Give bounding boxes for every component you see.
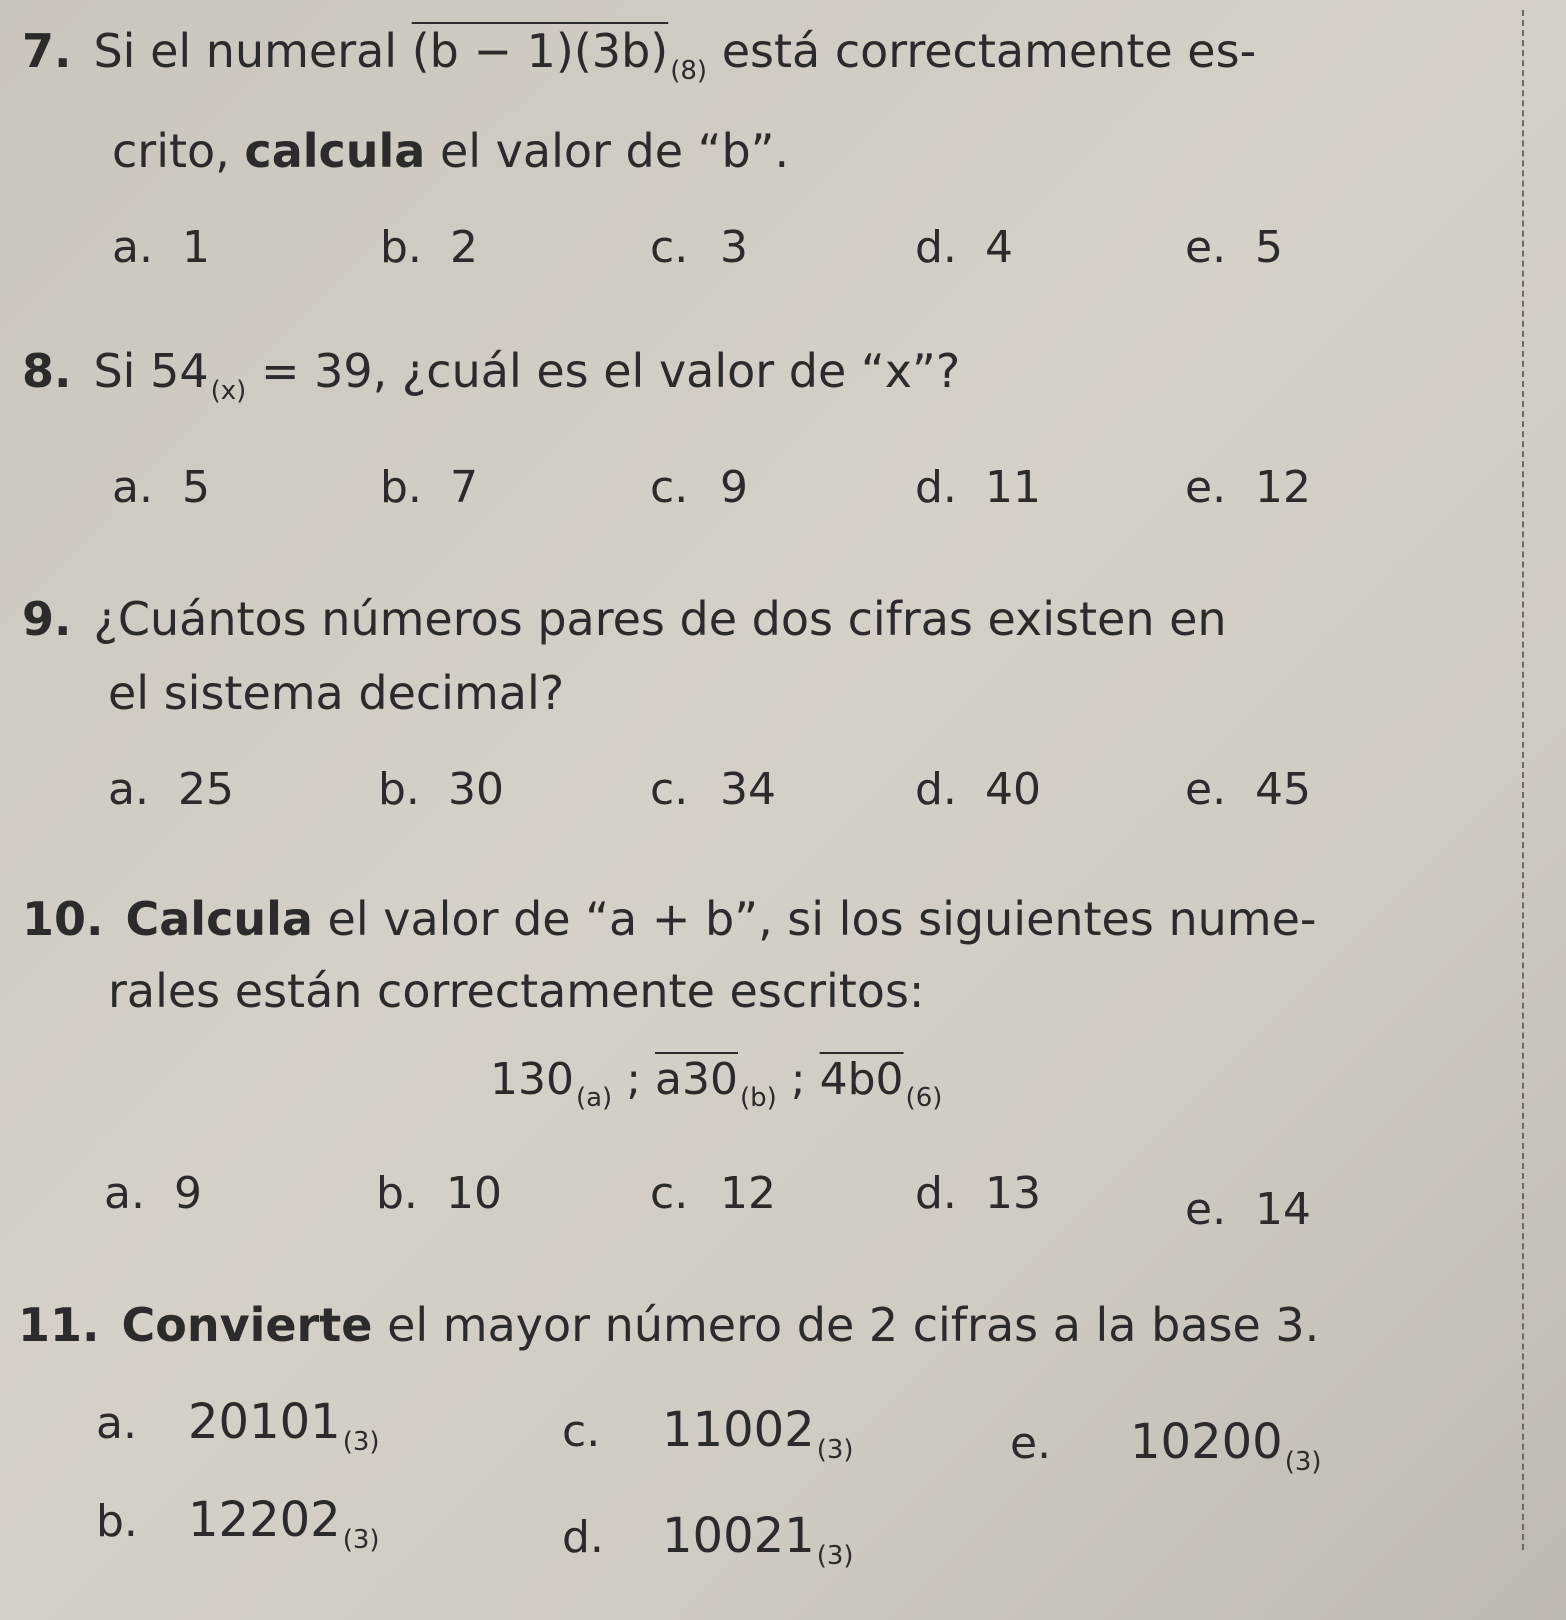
option-label: e. (1185, 1184, 1227, 1235)
option-value: 10200 (1130, 1414, 1283, 1470)
option-value: 4 (985, 222, 1013, 273)
option-value: 12 (1255, 462, 1311, 513)
option-label: e. (1185, 764, 1227, 815)
option-base: (3) (1284, 1447, 1322, 1477)
q8-base: (x) (210, 376, 247, 406)
option-base: (3) (342, 1525, 380, 1555)
q8-line1 (22, 344, 961, 406)
option-value: 20101 (188, 1394, 341, 1450)
q10-option-d[interactable] (915, 1168, 1041, 1219)
option-label: a. (112, 222, 153, 273)
numeral-1: 130 (490, 1054, 574, 1105)
option-label: b. (378, 764, 420, 815)
numeral-3-base: (6) (905, 1083, 943, 1113)
option-label: c. (650, 222, 689, 273)
q8-option-c[interactable] (650, 462, 748, 513)
option-label: c. (650, 1168, 689, 1219)
option-value: 14 (1255, 1184, 1311, 1235)
option-label: a. (108, 764, 149, 815)
option-value: 9 (720, 462, 748, 513)
option-label: a. (96, 1398, 137, 1449)
option-value: 25 (178, 764, 234, 815)
option-value: 40 (985, 764, 1041, 815)
option-label: d. (915, 764, 957, 815)
option-label: a. (112, 462, 153, 513)
q10-numerals (490, 1054, 943, 1113)
q8-numeral: 54 (150, 344, 209, 398)
option-value: 5 (182, 462, 210, 513)
q7-line2-b: el valor de “b”. (439, 124, 790, 178)
q7-numeral: (b − 1)(3b) (411, 24, 669, 78)
option-label: d. (915, 222, 957, 273)
numeral-2-base: (b) (740, 1083, 777, 1113)
q11-option-c[interactable] (562, 1402, 854, 1465)
option-value: 9 (174, 1168, 202, 1219)
option-value: 3 (720, 222, 748, 273)
q10-line1 (22, 892, 1317, 946)
option-value: 7 (450, 462, 478, 513)
option-label: c. (562, 1406, 601, 1457)
separator: ; (626, 1054, 642, 1105)
q10-line2 (108, 964, 925, 1018)
option-value: 2 (450, 222, 478, 273)
option-value: 5 (1255, 222, 1283, 273)
q9-option-d[interactable] (915, 764, 1041, 815)
option-base: (3) (816, 1541, 854, 1571)
option-label: c. (650, 764, 689, 815)
option-label: b. (376, 1168, 418, 1219)
q9-text-1: ¿Cuántos números pares de dos cifras existen en (93, 592, 1227, 646)
option-label: e. (1185, 222, 1227, 273)
option-value: 12 (720, 1168, 776, 1219)
q7-option-a[interactable] (112, 222, 210, 273)
q10-option-a[interactable] (104, 1168, 202, 1219)
q7-option-b[interactable] (380, 222, 478, 273)
q9-line2 (108, 666, 565, 720)
option-value: 11 (985, 462, 1041, 513)
option-value: 45 (1255, 764, 1311, 815)
option-value: 34 (720, 764, 776, 815)
option-label: d. (915, 462, 957, 513)
q9-line1 (22, 592, 1227, 646)
q11-option-e[interactable] (1010, 1414, 1322, 1477)
option-base: (3) (342, 1427, 380, 1457)
q8-number: 8. (22, 344, 72, 398)
q11-number: 11. (18, 1298, 100, 1352)
option-value: 10021 (662, 1508, 815, 1564)
q11-line1 (18, 1298, 1320, 1352)
q10-number: 10. (22, 892, 104, 946)
q10-bold: Calcula (125, 892, 313, 946)
option-value: 12202 (188, 1492, 341, 1548)
q9-option-c[interactable] (650, 764, 776, 815)
numeral-3: 4b0 (819, 1054, 904, 1105)
option-value: 11002 (662, 1402, 815, 1458)
q7-line2 (112, 124, 790, 178)
option-label: c. (650, 462, 689, 513)
q11-option-d[interactable] (562, 1508, 854, 1571)
option-value: 30 (448, 764, 504, 815)
separator: ; (790, 1054, 806, 1105)
option-label: b. (96, 1496, 138, 1547)
q8-text-a: Si (93, 344, 136, 398)
option-label: d. (915, 1168, 957, 1219)
option-label: b. (380, 222, 422, 273)
q11-text-1: el mayor número de 2 cifras a la base 3. (387, 1298, 1320, 1352)
option-label: e. (1185, 462, 1227, 513)
q7-text-b: está correctamente es- (721, 24, 1257, 78)
q7-option-e[interactable] (1185, 222, 1283, 273)
numeral-1-base: (a) (575, 1083, 613, 1113)
q9-text-2: el sistema decimal? (108, 666, 565, 720)
q7-line2-a: crito, (112, 124, 230, 178)
q8-option-d[interactable] (915, 462, 1041, 513)
q7-option-d[interactable] (915, 222, 1013, 273)
q8-text-b: = 39, ¿cuál es el valor de “x”? (260, 344, 961, 398)
q11-bold: Convierte (121, 1298, 373, 1352)
option-label: a. (104, 1168, 145, 1219)
q10-option-c[interactable] (650, 1168, 776, 1219)
q11-option-b[interactable] (96, 1492, 380, 1555)
option-base: (3) (816, 1435, 854, 1465)
option-label: b. (380, 462, 422, 513)
q10-option-e[interactable] (1185, 1184, 1311, 1235)
numeral-2: a30 (655, 1054, 738, 1105)
q7-option-c[interactable] (650, 222, 748, 273)
q7-number: 7. (22, 24, 72, 78)
q10-text-2: rales están correctamente escritos: (108, 964, 925, 1018)
q7-text-a: Si el numeral (93, 24, 398, 78)
q10-option-b[interactable] (376, 1168, 502, 1219)
q8-option-e[interactable] (1185, 462, 1311, 513)
option-label: e. (1010, 1418, 1052, 1469)
q9-option-a[interactable] (108, 764, 234, 815)
option-value: 13 (985, 1168, 1041, 1219)
q8-option-a[interactable] (112, 462, 210, 513)
q7-base: (8) (670, 56, 708, 86)
q9-option-b[interactable] (378, 764, 504, 815)
q10-text-1: el valor de “a + b”, si los siguientes nume- (327, 892, 1317, 946)
option-value: 10 (446, 1168, 502, 1219)
q8-option-b[interactable] (380, 462, 478, 513)
cut-line-divider (1522, 10, 1524, 1550)
q9-option-e[interactable] (1185, 764, 1311, 815)
q11-option-a[interactable] (96, 1394, 380, 1457)
q7-line2-bold: calcula (244, 124, 426, 178)
option-label: d. (562, 1512, 604, 1563)
option-value: 1 (182, 222, 210, 273)
q9-number: 9. (22, 592, 72, 646)
q7-line1 (22, 24, 1257, 86)
